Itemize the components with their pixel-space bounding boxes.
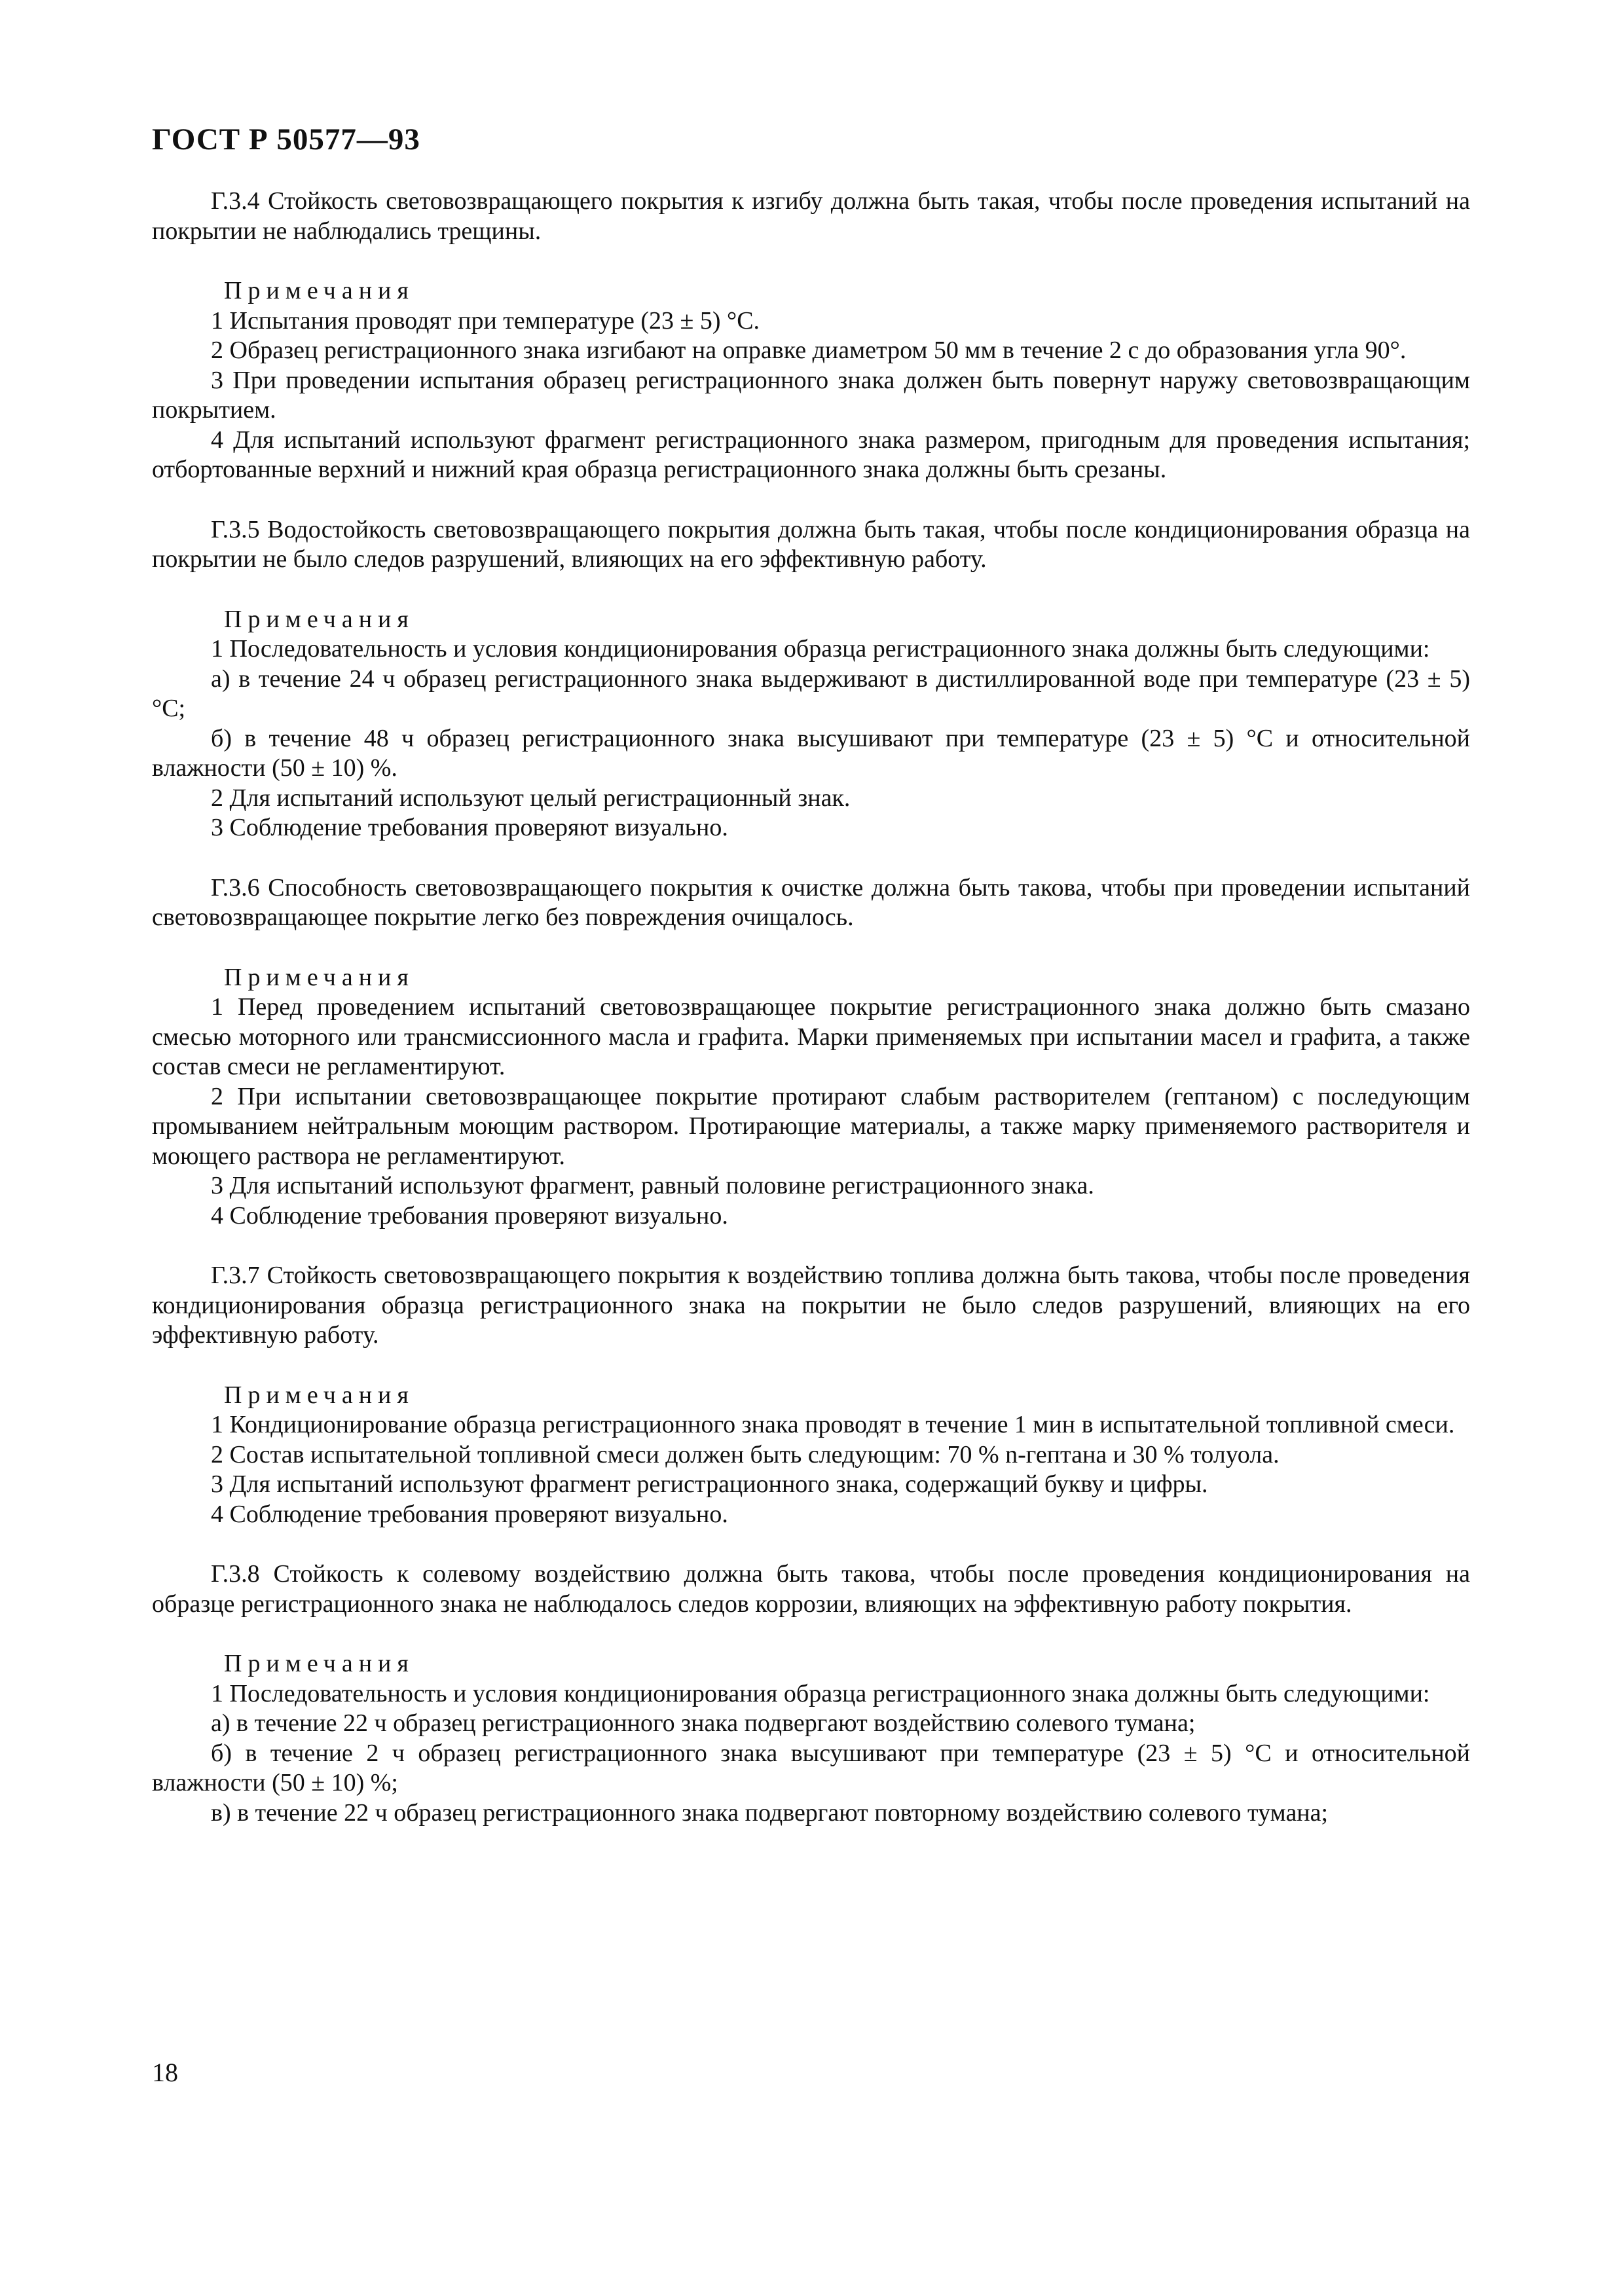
note-item: 1 Испытания проводят при температуре (23 ± 5) °С. xyxy=(211,306,760,335)
section-g-3-7 xyxy=(152,1261,1470,1529)
note-item: 4 Для испытаний используют фрагмент регистрационного знака размером, пригодным для проведения испытания; отбортованные верхний и нижний края образца регистрационного знака должны быть срезаны. xyxy=(152,426,1470,483)
note-item: 3 Для испытаний используют фрагмент регистрационного знака, содержащий букву и цифры. xyxy=(211,1470,1208,1498)
note-item: б) в течение 2 ч образец регистрационного знака высушивают при температуре (23 ± 5) °С и относительной влажности (50 ± 10) %; xyxy=(152,1739,1470,1796)
note-item: 2 При испытании световозвращающее покрытие протирают слабым растворителем (гептаном) с последующим промыванием нейтральным моющим раствором. Протирающие материалы, а также марку применяемого растворителя и моющего раствора не регламентируют. xyxy=(152,1082,1470,1170)
clause-text: Г.3.7 Стойкость световозвращающего покрытия к воздействию топлива должна быть такова, чтобы после проведения кондиционирования образца регистрационного знака на покрытии не было следов разрушений, влияющих на его эффективную работу. xyxy=(152,1262,1470,1349)
clause-text: Г.3.8 Стойкость к солевому воздействию должна быть такова, чтобы после проведения кондиционирования на образце регистрационного знака не наблюдалось следов коррозии, влияющих на эффективную работу покрытия. xyxy=(152,1560,1470,1618)
section-g-3-5 xyxy=(152,515,1470,843)
clause-text: Г.3.6 Способность световозвращающего покрытия к очистке должна быть такова, чтобы при проведении испытаний световозвращающее покрытие легко без повреждения очищалось. xyxy=(152,873,1470,931)
note-item: 3 При проведении испытания образец регистрационного знака должен быть повернут наружу световозвращающим покрытием. xyxy=(152,366,1470,424)
note-item: 2 Образец регистрационного знака изгибают на оправке диаметром 50 мм в течение 2 с до образования угла 90°. xyxy=(211,337,1407,364)
note-item: 4 Соблюдение требования проверяют визуально. xyxy=(211,1201,728,1230)
page-number: 18 xyxy=(152,2058,178,2087)
section-g-3-4 xyxy=(152,187,1470,485)
notes-title: Примечания xyxy=(224,1650,415,1677)
notes-title: Примечания xyxy=(224,277,415,304)
notes-title: Примечания xyxy=(224,1381,415,1409)
notes-title: Примечания xyxy=(224,963,415,991)
note-item: 1 Кондиционирование образца регистрационного знака проводят в течение 1 мин в испытательной топливной смеси. xyxy=(211,1411,1455,1438)
note-item: 1 Последовательность и условия кондиционирования образца регистрационного знака должны быть следующими: xyxy=(211,635,1430,663)
note-item: 1 Последовательность и условия кондиционирования образца регистрационного знака должны быть следующими: xyxy=(211,1679,1430,1707)
document-header: ГОСТ Р 50577—93 xyxy=(152,122,420,156)
note-item: а) в течение 22 ч образец регистрационного знака подвергают воздействию солевого тумана; xyxy=(211,1709,1196,1737)
document-body xyxy=(152,187,1470,1828)
note-item: 1 Перед проведением испытаний световозвращающее покрытие регистрационного знака должно быть смазано смесью моторного или трансмиссионного масла и графита. Марки применяемых при испытании масел и графита, а также состав смеси не регламентируют. xyxy=(152,993,1470,1080)
note-item: 4 Соблюдение требования проверяют визуально. xyxy=(211,1500,728,1528)
section-g-3-8 xyxy=(152,1559,1470,1828)
section-g-3-6 xyxy=(152,873,1470,1231)
note-item: а) в течение 24 ч образец регистрационного знака выдерживают в дистиллированной воде при температуре (23 ± 5) °С; xyxy=(152,665,1470,722)
note-item: 3 Для испытаний используют фрагмент, равный половине регистрационного знака. xyxy=(211,1172,1094,1199)
note-item: 2 Состав испытательной топливной смеси должен быть следующим: 70 % n-гептана и 30 % толуола. xyxy=(211,1440,1280,1468)
note-item: в) в течение 22 ч образец регистрационного знака подвергают повторному воздействию солевого тумана; xyxy=(211,1798,1329,1827)
clause-text: Г.3.5 Водостойкость световозвращающего покрытия должна быть такая, чтобы после кондиционирования образца на покрытии не было следов разрушений, влияющих на его эффективную работу. xyxy=(152,515,1470,573)
note-item: 3 Соблюдение требования проверяют визуально. xyxy=(211,814,728,841)
clause-text: Г.3.4 Стойкость световозвращающего покрытия к изгибу должна быть такая, чтобы после проведения испытаний на покрытии не наблюдались трещины. xyxy=(152,187,1470,245)
notes-title: Примечания xyxy=(224,605,415,633)
note-item: б) в течение 48 ч образец регистрационного знака высушивают при температуре (23 ± 5) °С и относительной влажности (50 ± 10) %. xyxy=(152,724,1470,782)
note-item: 2 Для испытаний используют целый регистрационный знак. xyxy=(211,784,851,812)
